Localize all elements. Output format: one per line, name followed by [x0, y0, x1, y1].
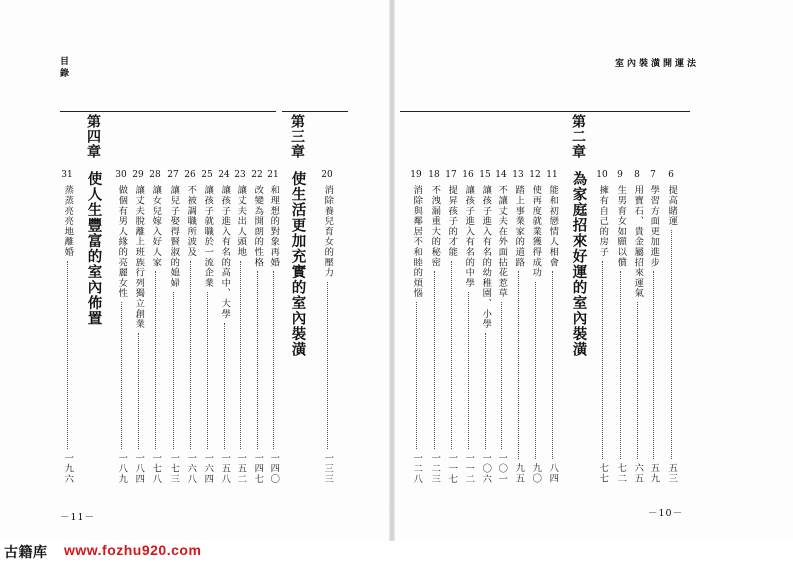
toc-entry-number: 14 — [495, 170, 507, 180]
toc-entry-page: 七七 — [597, 463, 609, 484]
toc-leader-dots — [327, 282, 328, 449]
toc-entry-page: 一二三 — [429, 453, 441, 484]
toc-entry-title: 讓孩子進入有名的中學 — [463, 185, 475, 288]
toc-leader-dots — [190, 261, 191, 449]
chapter-4-title: 使人生豐富的室內佈置 — [85, 171, 103, 326]
toc-entry-page: 一七三 — [168, 453, 180, 484]
toc-entry-number: 13 — [512, 170, 524, 180]
toc-leader-dots — [121, 302, 122, 449]
toc-entry-title: 用寶石、貴金屬招來運氣 — [632, 185, 644, 299]
toc-entry-number: 12 — [529, 170, 541, 180]
toc-entry-page: 五九 — [648, 463, 660, 484]
left-page — [0, 0, 392, 559]
toc-entry-page: 一六四 — [202, 453, 214, 484]
toc-entry-number: 8 — [634, 170, 640, 180]
toc-entry-number: 22 — [251, 170, 263, 180]
toc-leader-dots — [468, 292, 469, 449]
chapter-3-title: 使生活更加充實的室內裝潢 — [289, 171, 307, 357]
chapter-2-title: 為家庭招來好運的室內裝潢 — [570, 171, 588, 357]
toc-entry-title: 讓孩子進入有名的高中、大學 — [219, 185, 231, 319]
chapter-2-rule — [400, 111, 690, 112]
left-folio: －11－ — [60, 512, 96, 523]
toc-entry-page: 六五 — [632, 463, 644, 484]
toc-entry-number: 25 — [201, 170, 213, 180]
toc-entry-number: 15 — [479, 170, 491, 180]
toc-entry-title: 生男育女如願以償 — [615, 185, 627, 268]
chapter-2-number: 第二章 — [570, 114, 586, 159]
toc-entry-page: 七二 — [615, 463, 627, 484]
toc-entry-number: 21 — [267, 170, 279, 180]
toc-leader-dots — [451, 261, 452, 449]
toc-entry-page: 一一七 — [446, 453, 458, 484]
toc-entry-number: 31 — [61, 170, 73, 180]
toc-entry-title: 讓孩子進入有名的幼稚園、小學 — [480, 185, 492, 330]
toc-entry-number: 18 — [428, 170, 440, 180]
chapter-4-rule — [80, 111, 276, 112]
watermark-url: www.fozhu920.com — [64, 542, 202, 558]
toc-leader-dots — [620, 271, 621, 459]
toc-leader-dots — [273, 271, 274, 449]
toc-entry-title: 不洩漏重大的秘密 — [429, 185, 441, 268]
toc-entry-page: 九〇 — [530, 463, 542, 484]
toc-entry-number: 9 — [617, 170, 623, 180]
chapter-3-rule — [282, 111, 348, 112]
toc-entry-number: 27 — [167, 170, 179, 180]
left-running-header: 目錄 — [58, 56, 68, 80]
toc-entry-number: 19 — [410, 170, 422, 180]
toc-leader-dots — [485, 333, 486, 449]
toc-entry-page: 一四七 — [252, 453, 264, 484]
toc-entry-page: 一八四 — [133, 453, 145, 484]
toc-entry-number: 24 — [218, 170, 230, 180]
toc-entry-page: 一八九 — [116, 453, 128, 484]
toc-leader-dots — [671, 230, 672, 459]
toc-entry-page: 一五八 — [219, 453, 231, 484]
toc-entry-title: 提昇孩子的才能 — [446, 185, 458, 258]
toc-entry-page: 一七八 — [150, 453, 162, 484]
toc-leader-dots — [224, 323, 225, 449]
toc-entry-page: 五三 — [666, 463, 678, 484]
toc-entry-title: 做個有男人緣的亮麗女性 — [116, 185, 128, 299]
toc-entry-number: 17 — [445, 170, 457, 180]
toc-entry-page: 九五 — [513, 463, 525, 484]
chapter-4-number: 第四章 — [85, 114, 101, 159]
toc-leader-dots — [602, 261, 603, 459]
toc-leader-dots — [67, 261, 68, 449]
toc-leader-dots — [501, 302, 502, 449]
toc-entry-page: 一一二 — [463, 453, 475, 484]
toc-entry-title: 學習方面更加進步 — [648, 185, 660, 268]
toc-entry-number: 23 — [234, 170, 246, 180]
toc-entry-title: 能和初戀情人相會 — [547, 185, 559, 268]
toc-entry-page: 一四〇 — [268, 453, 280, 484]
toc-entry-number: 20 — [321, 170, 333, 180]
toc-entry-title: 不讓丈夫在外面拈花惹草 — [496, 185, 508, 299]
toc-entry-title: 讓丈夫出人頭地 — [235, 185, 247, 258]
toc-entry-title: 讓孩子就職於一流企業 — [202, 185, 214, 288]
toc-leader-dots — [207, 292, 208, 449]
toc-entry-number: 11 — [546, 170, 558, 180]
toc-entry-title: 消除養兒育女的壓力 — [322, 185, 334, 278]
toc-entry-title: 提高賭運 — [666, 185, 678, 227]
toc-entry-number: 29 — [132, 170, 144, 180]
toc-entry-page: 一〇六 — [480, 453, 492, 484]
toc-entry-page: 一〇一 — [496, 453, 508, 484]
toc-entry-page: 一三三 — [322, 453, 334, 484]
watermark-site-name: 古籍库 — [4, 544, 48, 560]
toc-entry-title: 使再度就業獲得成功 — [530, 185, 542, 278]
toc-leader-dots — [416, 302, 417, 449]
toc-entry-title: 消除與鄰居不和睦的煩惱 — [411, 185, 423, 299]
toc-entry-page: 一五二 — [235, 453, 247, 484]
toc-entry-title: 讓丈夫脫離上班族行列獨立創業 — [133, 185, 145, 330]
toc-entry-number: 10 — [596, 170, 608, 180]
toc-leader-dots — [138, 333, 139, 449]
toc-entry-number: 28 — [149, 170, 161, 180]
right-running-header: 室內裝潢開運法 — [615, 59, 700, 69]
right-folio: －10－ — [648, 508, 684, 519]
toc-entry-title: 和理想的對象再婚 — [268, 185, 280, 268]
toc-entry-title: 擁有自己的房子 — [597, 185, 609, 258]
toc-entry-number: 16 — [462, 170, 474, 180]
toc-entry-page: 一二八 — [411, 453, 423, 484]
site-watermark — [0, 541, 793, 559]
toc-leader-dots — [552, 271, 553, 459]
toc-entry-title: 不被調職所波及 — [185, 185, 197, 258]
toc-leader-dots — [173, 292, 174, 449]
toc-leader-dots — [257, 271, 258, 449]
toc-entry-title: 踏上事業家的道路 — [513, 185, 525, 268]
toc-entry-title: 改變為開朗的性格 — [252, 185, 264, 268]
toc-leader-dots — [653, 271, 654, 459]
toc-entry-title: 讓女兒嫁入好人家 — [150, 185, 162, 268]
toc-entry-number: 26 — [184, 170, 196, 180]
toc-leader-dots — [518, 271, 519, 459]
toc-leader-dots — [637, 302, 638, 459]
toc-entry-title: 讓兒子娶得賢淑的媳婦 — [168, 185, 180, 288]
toc-entry-page: 一六八 — [185, 453, 197, 484]
toc-entry-number: 7 — [650, 170, 656, 180]
toc-entry-page: 一九六 — [62, 453, 74, 484]
chapter-4-rule-extension — [60, 111, 84, 112]
toc-leader-dots — [434, 271, 435, 449]
toc-leader-dots — [155, 271, 156, 449]
toc-leader-dots — [240, 261, 241, 449]
toc-entry-title: 蒸蒸亮亮地離婚 — [62, 185, 74, 258]
chapter-3-number: 第三章 — [289, 114, 305, 159]
toc-entry-page: 八四 — [547, 463, 559, 484]
toc-leader-dots — [535, 282, 536, 459]
toc-entry-number: 6 — [668, 170, 674, 180]
book-gutter — [389, 0, 395, 559]
toc-entry-number: 30 — [115, 170, 127, 180]
